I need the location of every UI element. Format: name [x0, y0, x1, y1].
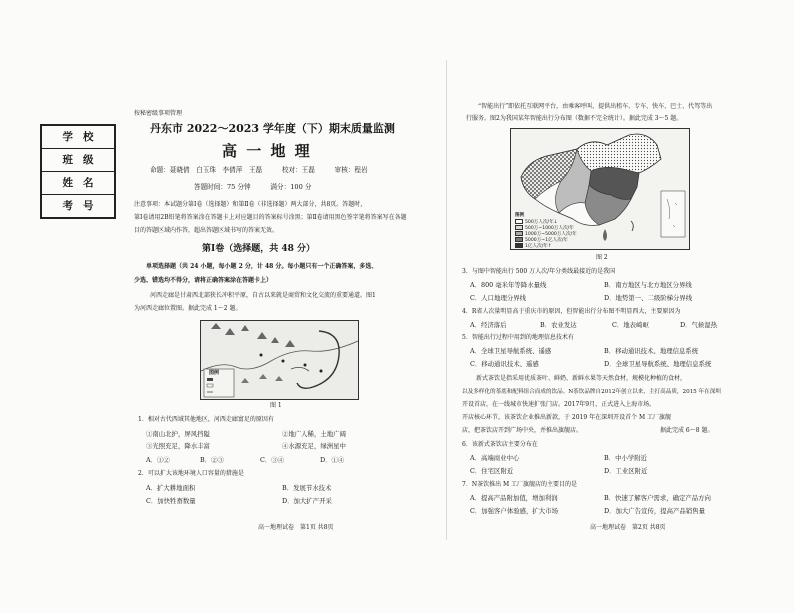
exam-title: 丹东市 2022～2023 学年度（下）期末质量监测	[150, 122, 395, 135]
passage-mid-line-3: 开设首店，在一线城市快速扩张门店。2017年9月，正式进入上海市场。	[462, 401, 656, 408]
passage-mid-line-1: 新式茶饮是指采用优质茶叶、鲜奶、新鲜水果等天然食材，规模化种植的食材，	[476, 375, 687, 382]
fig2-legend-5: 1亿人次/年↑	[515, 243, 552, 250]
legend-swatch-icon	[515, 243, 523, 248]
q4-option-c[interactable]: C．地表崎岖	[612, 321, 649, 329]
q3-option-d[interactable]: D．地势第一、二级阶梯分界线	[604, 294, 693, 302]
q7-option-c[interactable]: C．加强客户体验感，扩大市场	[470, 507, 558, 515]
q4-option-a[interactable]: A．经济落后	[470, 321, 507, 329]
student-info-box	[40, 124, 116, 219]
page-fold	[446, 60, 447, 540]
legend-swatch-icon	[515, 219, 523, 224]
mc-rules-line-2: 少选、错选均不得分，请将正确答案涂在答题卡上）	[134, 277, 273, 284]
secret-label: 按秘密级事项管理	[134, 110, 183, 117]
left-footer: 高一地理试卷 第1页 共8页	[258, 524, 334, 531]
passage-line-1: 河西走廊是甘肃西北部狭长冲积平原，自古以来就是商贸和文化交流的重要通道。图1	[150, 292, 376, 299]
part1-heading: 第Ⅰ卷（选择题，共 48 分）	[202, 244, 316, 254]
q1-option-b[interactable]: B．②③	[200, 456, 224, 464]
notes-line-2: 第Ⅰ卷请用2B铅笔将答案涂在答题卡上对应题目的答案标号涂黑；第Ⅱ卷请用黑色签字笔将答案写在各题	[134, 214, 407, 221]
fig2-legend-3: 1000万~5000万人次/年	[515, 231, 577, 238]
q5-option-d[interactable]: D．全球卫星导航系统、地理信息系统	[604, 360, 712, 368]
q7-option-a[interactable]: A．提高产品附加值，增加利润	[470, 494, 558, 502]
info-name: 姓名	[42, 172, 114, 195]
passage-mid-line-6: 据此完成 6～8 题。	[660, 427, 714, 434]
q7-option-d[interactable]: D．加大广告宣传，提高产品销售量	[604, 507, 705, 515]
figure-2-caption: 图 2	[596, 254, 608, 261]
q6-option-a[interactable]: A．高端商业中心	[470, 454, 520, 462]
fig2-legend-4: 5000万~1亿人次/年	[515, 237, 568, 244]
q5-option-a[interactable]: A．全球卫星导航系统、遥感	[470, 347, 552, 355]
info-exam-id: 考号	[62, 200, 104, 212]
q6-option-b[interactable]: B．中小学附近	[604, 454, 648, 462]
fig2-legend-title: 图例	[515, 213, 525, 218]
figure-1-caption: 图 1	[270, 402, 282, 409]
info-school: 学校	[42, 126, 114, 149]
question-7: 7．N茶饮推出 M 工厂旗舰店的主要目的是	[462, 481, 578, 488]
figure-1-legend-title: 图例	[209, 370, 220, 376]
q3-option-b[interactable]: B．南方地区与北方地区分界线	[604, 281, 692, 289]
q4-option-b[interactable]: B．农业发达	[540, 321, 577, 329]
notes-line-1: 注意事项：本试题分第Ⅰ卷（选择题）和第Ⅱ卷（非选择题）两大部分，共8页。答题时，	[134, 201, 367, 208]
q2-option-d[interactable]: D．加大扩产开采	[282, 497, 332, 505]
passage-mid-line-2: 以及多样化的茶底和配料组合而成的饮品。N茶饮品牌自2012年创立以来，主打高品质，2015 年在深圳	[462, 389, 721, 395]
right-footer: 高一地理试卷 第2页 共8页	[590, 524, 666, 531]
q4-option-d[interactable]: D．气候湿热	[680, 321, 718, 329]
q1-statement-1: ①南山北护，屏风挡隘	[146, 430, 210, 438]
legend-swatch-icon	[515, 231, 523, 236]
question-2: 2．可以扩大该地环境人口容量的措施是	[138, 470, 244, 477]
q1-option-a[interactable]: A．①②	[146, 456, 170, 464]
info-class: 班级	[42, 149, 114, 172]
q1-option-d[interactable]: D．①④	[320, 456, 345, 464]
q2-option-c[interactable]: C．加快牲畜数量	[146, 497, 196, 505]
figure-2-map	[510, 128, 690, 250]
q1-statement-4: ④水源充足，绿洲星中	[282, 442, 346, 450]
legend-swatch-icon	[515, 237, 523, 242]
q3-option-c[interactable]: C．人口地理分界线	[470, 294, 527, 302]
fig2-legend-1: 500万人次/年↓	[515, 219, 558, 226]
q1-statement-3: ③光照充足，降水丰富	[146, 442, 210, 450]
passage-mid-line-5: 店，把茶饮店开到广场中央，并推出旗舰店。	[462, 427, 583, 434]
q6-option-d[interactable]: D．工业区附近	[604, 467, 648, 475]
q5-option-c[interactable]: C．移动通讯技术、遥感	[470, 360, 539, 368]
question-1: 1．相对古代西域其他地区，河西走廊富足的原因有	[138, 416, 274, 423]
passage-top-line-1: “智能出行”即依托互联网平台，由乘客呼叫、提供出租车、专车、快车、巴士、代驾等出	[478, 103, 713, 110]
q2-option-b[interactable]: B．发展节水技术	[282, 484, 332, 492]
subject-title: 高 一 地 理	[222, 142, 312, 160]
q3-option-a[interactable]: A．800 毫米年等降水量线	[470, 281, 547, 289]
q7-option-b[interactable]: B．快速了解客户需求，确定产品方向	[604, 494, 711, 502]
question-5: 5．智能出行过程中用到的地理信息技术有	[462, 334, 574, 341]
authors: 命题：聂晓倩 白玉珠 李倩萍 王磊 校对：王磊 审核：程岩	[150, 166, 368, 174]
fig2-legend-2: 500万~1000万人次/年	[515, 225, 574, 232]
mc-rules-line-1: 单项选择题（共 24 小题，每小题 2 分，计 48 分。每小题只有一个正确答案，多选、	[146, 263, 378, 270]
question-4: 4．R省人次量明显高于重庆市的原因，但智能出行分布图不明显西大，主要原因为	[462, 308, 681, 315]
question-6: 6．该新式茶饮店主要分布在	[462, 441, 538, 448]
q5-option-b[interactable]: B．移动通讯技术、地理信息系统	[604, 347, 699, 355]
question-3: 3．与图中智能出行 500 万人次/年分类线最接近的是我国	[462, 268, 616, 275]
q6-option-c[interactable]: C．住宅区附近	[470, 467, 514, 475]
figure-1-map-graphic	[201, 321, 358, 399]
legend-swatch-icon	[515, 225, 523, 230]
q1-statement-2: ②地广人稀，土地广阔	[282, 430, 346, 438]
passage-top-line-2: 行服务。图2为我国某年智能出行分布图（数据不完全统计）。据此完成 3～5 题。	[466, 115, 683, 122]
passage-line-2: 为河西走廊位置图。据此完成 1～2 题。	[134, 305, 242, 312]
figure-1-map	[200, 320, 359, 400]
time-score: 答题时间：75 分钟 满分：100 分	[194, 183, 312, 191]
q2-option-a[interactable]: A．扩大耕地面积	[146, 484, 196, 492]
passage-mid-line-4: 开店核心环节，该茶饮企业推出新款，于 2019 年在深圳开设首个 M 工厂旗舰	[462, 414, 672, 421]
q1-option-c[interactable]: C．③④	[260, 456, 285, 464]
notes-line-3: 目的答题区域内作答，超出答题区域书写的答案无效。	[134, 227, 279, 234]
